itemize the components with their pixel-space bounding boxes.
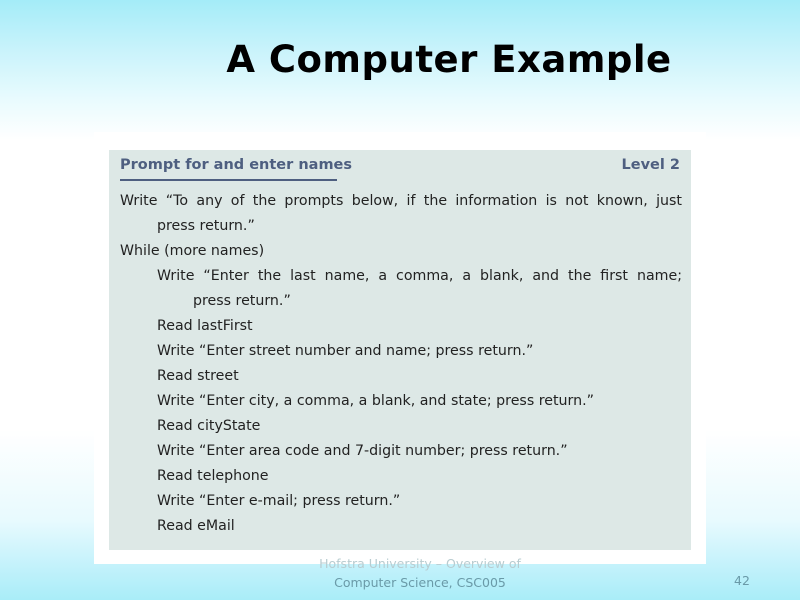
algorithm-line: Read street: [157, 368, 239, 384]
heading-underline: [120, 179, 337, 181]
figure-heading: Prompt for and enter names: [120, 157, 353, 173]
algorithm-line: Write “Enter e-mail; press return.”: [157, 493, 401, 509]
page-number: 42: [734, 573, 750, 588]
algorithm-lines: [120, 189, 682, 539]
algorithm-line: Write “To any of the prompts below, if the information is not known, just: [120, 193, 682, 209]
algorithm-line: press return.”: [193, 293, 291, 309]
algorithm-line: While (more names): [120, 243, 265, 259]
algorithm-line: Read telephone: [157, 468, 269, 484]
algorithm-line: Read lastFirst: [157, 318, 253, 334]
algorithm-line: Write “Enter street number and name; press return.”: [157, 343, 534, 359]
footer-line: Computer Science, CSC005: [334, 575, 506, 590]
algorithm-line: Write “Enter area code and 7-digit number; press return.”: [157, 443, 568, 459]
figure-level-label: Level 2: [621, 157, 680, 173]
algorithm-line: Read eMail: [157, 518, 235, 534]
algorithm-line: Write “Enter city, a comma, a blank, and state; press return.”: [157, 393, 594, 409]
slide-title: A Computer Example: [226, 38, 672, 81]
algorithm-line: press return.”: [157, 218, 255, 234]
algorithm-line: Write “Enter the last name, a comma, a blank, and the first name;: [157, 268, 682, 284]
footer-line: Hofstra University – Overview of: [319, 556, 521, 571]
figure-header: [120, 157, 680, 183]
slide-footer: [258, 554, 582, 592]
algorithm-line: Read cityState: [157, 418, 261, 434]
